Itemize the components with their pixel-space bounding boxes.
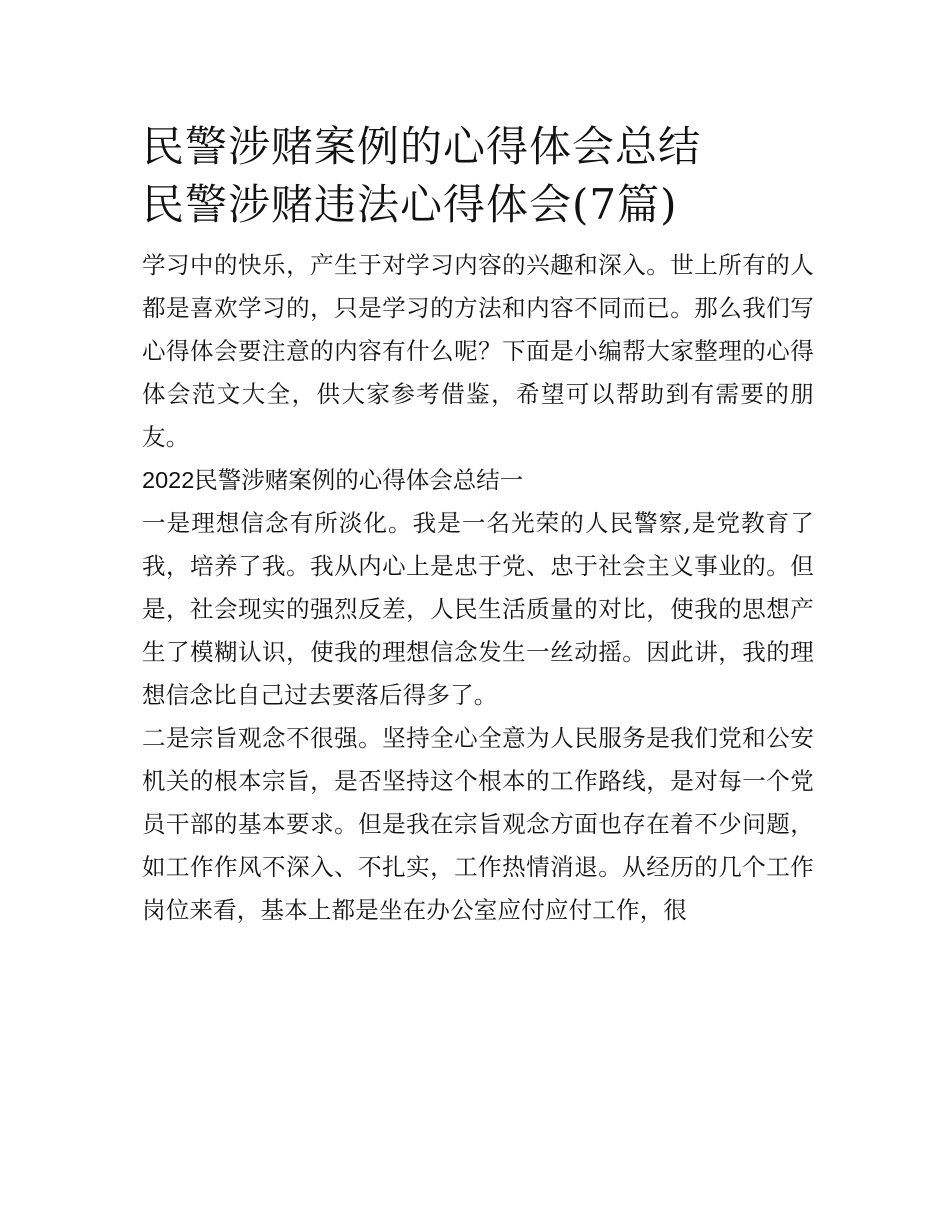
intro-paragraph: 学习中的快乐，产生于对学习内容的兴趣和深入。世上所有的人都是喜欢学习的，只是学习的方法和内容不同而已。那么我们写心得体会要注意的内容有什么呢？下面是小编帮大家整理的心得体会范文大全，供大家参考借鉴，希望可以帮助到有需要的朋友。: [142, 251, 814, 451]
document-title: [142, 118, 814, 234]
title-line-2: 民警涉赌违法心得体会(7篇): [142, 180, 678, 229]
section-heading-text: 民警涉赌案例的心得体会总结一: [194, 466, 524, 494]
document-body: [142, 118, 814, 932]
section-heading: [142, 459, 814, 502]
section-heading-year: 2022: [142, 467, 195, 493]
title-line-1: 民警涉赌案例的心得体会总结: [142, 122, 702, 171]
body-paragraph-2: 二是宗旨观念不很强。坚持全心全意为人民服务是我们党和公安机关的根本宗旨，是否坚持这个根本的工作路线，是对每一个党员干部的基本要求。但是我在宗旨观念方面也存在着不少问题，如工作作风不深入、不扎实，工作热情消退。从经历的几个工作岗位来看，基本上都是坐在办公室应付应付工作，很: [142, 724, 814, 924]
body-paragraph-1: 一是理想信念有所淡化。我是一名光荣的人民警察,是党教育了我，培养了我。我从内心上是忠于党、忠于社会主义事业的。但是，社会现实的强烈反差，人民生活质量的对比，使我的思想产生了模糊认识，使我的理想信念发生一丝动摇。因此讲，我的理想信念比自己过去要落后得多了。: [142, 509, 814, 709]
